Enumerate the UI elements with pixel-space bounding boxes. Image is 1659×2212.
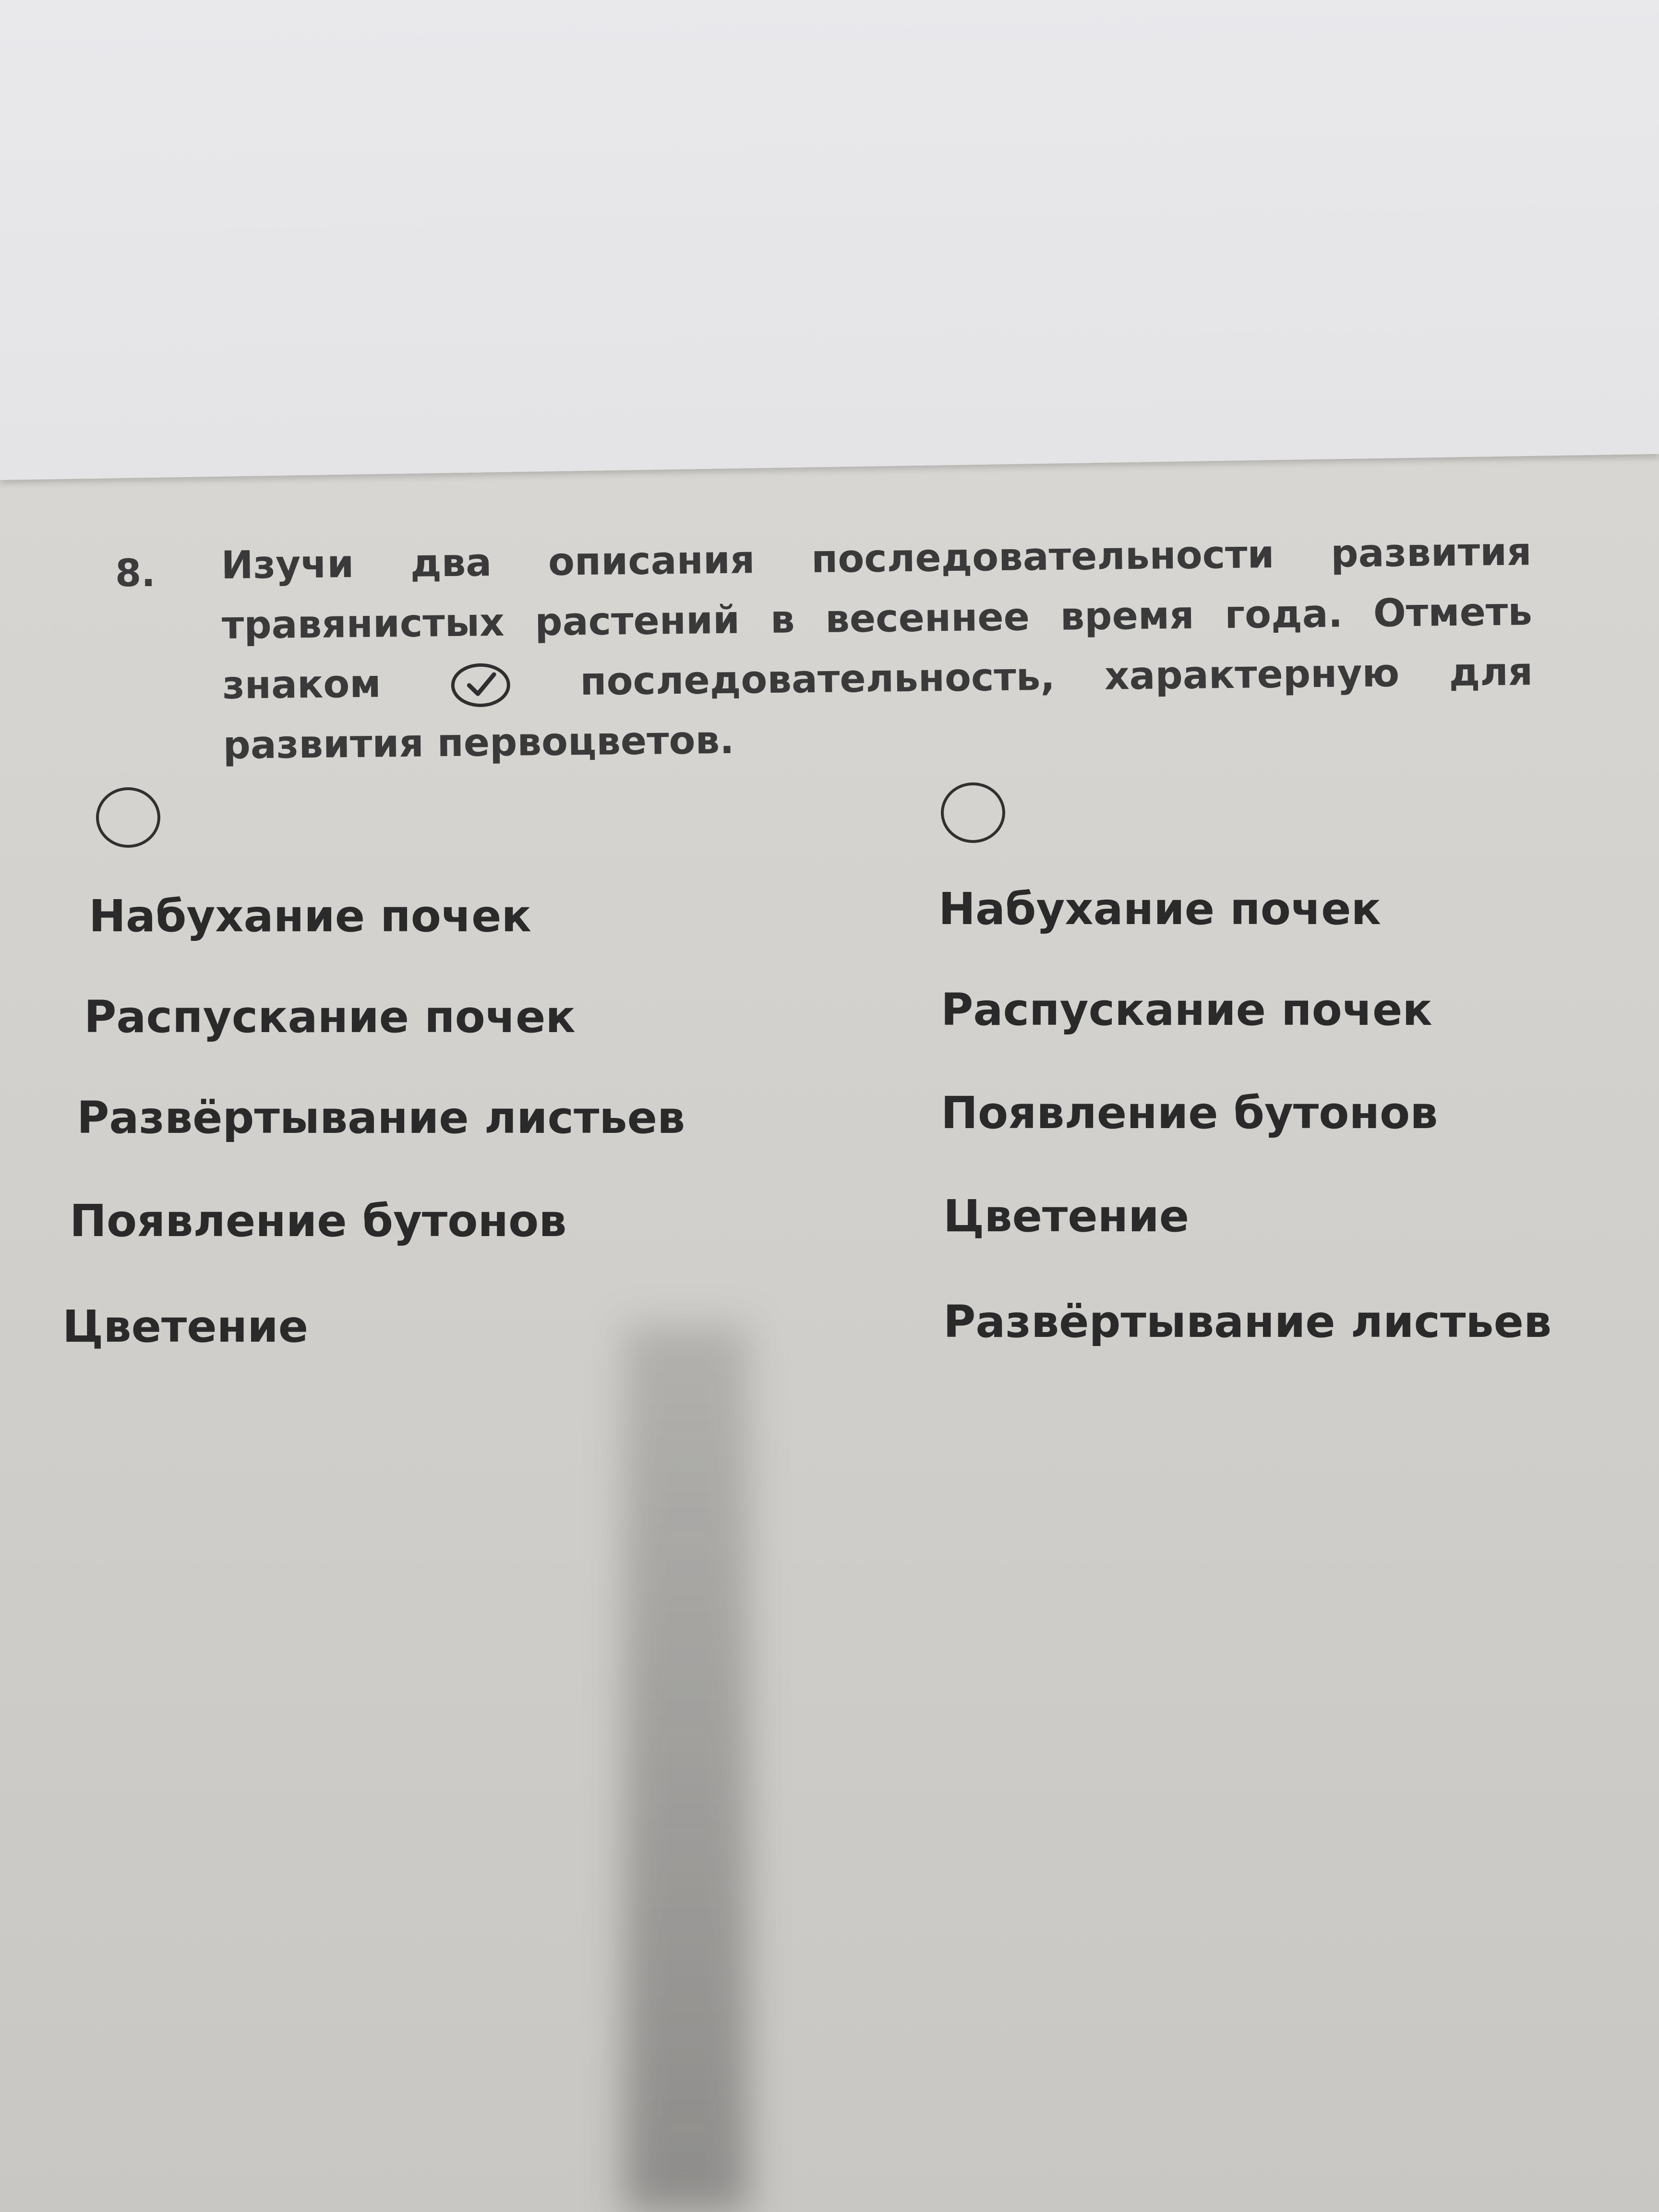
option-2-step-2: Распускание почек bbox=[941, 984, 1432, 1035]
option-1-step-3: Развёртывание листьев bbox=[77, 1092, 685, 1143]
task-instruction bbox=[221, 521, 1534, 775]
option-2-step-4: Цветение bbox=[943, 1190, 1190, 1242]
task-text-part1: Изучи два описания последовательности развития травянистых растений в весеннее время года. Отметь знаком bbox=[221, 529, 1533, 708]
option-2-answer-circle[interactable] bbox=[941, 782, 1005, 843]
option-1-step-5: Цветение bbox=[62, 1301, 309, 1352]
option-1-step-1: Набухание почек bbox=[89, 890, 531, 942]
option-2-step-1: Набухание почек bbox=[938, 883, 1381, 935]
option-1-answer-circle[interactable] bbox=[96, 787, 160, 848]
option-1-step-2: Распускание почек bbox=[84, 991, 576, 1043]
task-number: 8. bbox=[115, 552, 156, 595]
checkmark-circle-icon bbox=[450, 662, 512, 709]
option-1-step-4: Появление бутонов bbox=[70, 1195, 567, 1247]
overlapping-paper-sheet bbox=[0, 0, 1659, 480]
option-2-step-5: Развёртывание листьев bbox=[943, 1296, 1552, 1347]
option-2-step-3: Появление бутонов bbox=[941, 1087, 1438, 1139]
hand-shadow bbox=[624, 1325, 749, 2212]
task-text-part2: последовательность, характерную для развития первоцветов. bbox=[223, 649, 1533, 768]
